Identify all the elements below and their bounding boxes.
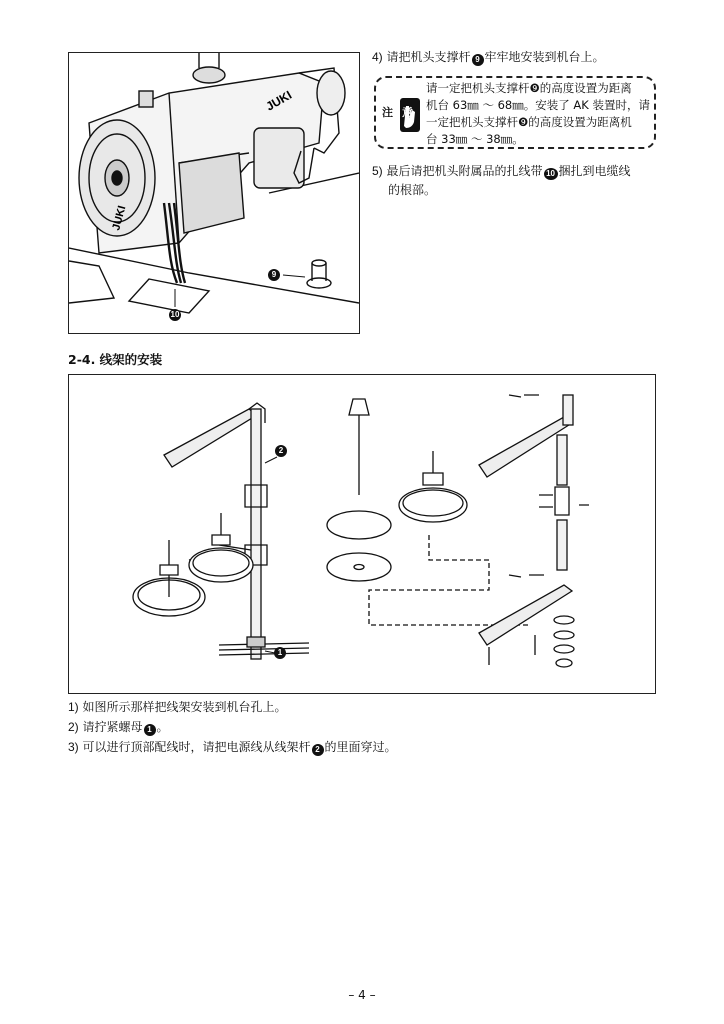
step-number: 1) xyxy=(68,700,79,714)
caution-line: 请一定把机头支撑杆❾的高度设置为距离 xyxy=(426,81,632,95)
callout-support-rod: 9 xyxy=(268,269,280,281)
callout-rod: 2 xyxy=(275,445,287,457)
brand-logo-left: JUKI xyxy=(110,204,129,232)
step-number: 2) xyxy=(68,720,79,734)
step-number: 5) xyxy=(372,164,383,178)
step-3 xyxy=(68,738,397,757)
badge-2: 2 xyxy=(312,744,324,756)
step-text: 最后请把机头附属品的扎线带 xyxy=(386,164,543,178)
section-title: 2-4. 线架的安装 xyxy=(68,352,163,367)
step-text: 如图所示那样把线架安装到机台孔上。 xyxy=(82,700,287,714)
caution-line: 机台 63㎜ ～ 68㎜。安装了 AK 装置时，请 xyxy=(426,98,650,112)
caution-box xyxy=(374,76,656,149)
step-5-cont xyxy=(388,181,436,200)
step-text: 可以进行顶部配线时，请把电源线从线架杆 xyxy=(82,740,311,754)
badge-10: 10 xyxy=(544,168,558,180)
step-text-continued: 的根部。 xyxy=(388,183,437,197)
thread-stand-figure xyxy=(68,374,656,694)
step-2 xyxy=(68,718,169,737)
step-text: 请拧紧螺母 xyxy=(82,720,143,734)
callout-nut: 1 xyxy=(274,647,286,659)
step-5 xyxy=(372,162,631,181)
page-number: – 4 – xyxy=(348,988,376,1002)
step-1 xyxy=(68,698,287,717)
thread-stand-illustration xyxy=(69,375,655,693)
caution-text xyxy=(426,80,650,148)
step-number: 3) xyxy=(68,740,79,754)
caution-label-2: 意 xyxy=(402,106,413,119)
step-text-tail: 捆扎到电缆线 xyxy=(558,164,631,178)
sewing-machine-figure xyxy=(68,52,360,334)
caution-line: 一定把机头支撑杆❾的高度设置为距离机 xyxy=(426,115,632,129)
badge-1: 1 xyxy=(144,724,156,736)
step-text-tail: 的里面穿过。 xyxy=(324,740,397,754)
callout-cable-tie: 10 xyxy=(170,310,180,319)
caution-line: 台 33㎜ ～ 38㎜。 xyxy=(426,132,524,146)
caution-label-1: 注 xyxy=(382,106,393,119)
step-text-tail: 。 xyxy=(156,720,169,734)
step-text-tail: 牢牢地安装到机台上。 xyxy=(484,50,605,64)
brand-logo-top: JUKI xyxy=(263,87,295,114)
step-text: 请把机头支撑杆 xyxy=(386,50,471,64)
sewing-machine-illustration xyxy=(69,53,359,333)
badge-9: 9 xyxy=(472,54,484,66)
step-number: 4) xyxy=(372,50,383,64)
step-4 xyxy=(372,48,605,67)
